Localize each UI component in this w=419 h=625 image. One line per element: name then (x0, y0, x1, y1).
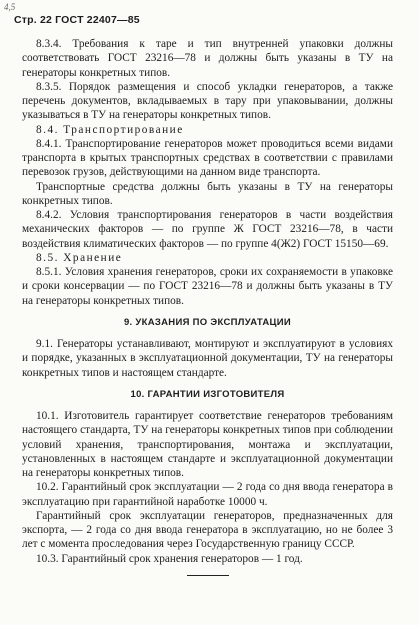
paragraph-export-warranty: Гарантийный срок эксплуатации генераторов, предназначенных для экспорта, — 2 года со дня ввода генератора в эксплуатацию, но не более 3 лет с момента проследования через Государственную границу СССР. (22, 509, 393, 551)
paragraph-8-4-2: 8.4.2. Условия транспортирования генераторов в части воздействия механических факторов — по группе Ж ГОСТ 23216—78, в части воздействия климатических факторов — по группе 4(Ж2) ГОСТ 15150—69. (22, 209, 393, 250)
end-rule (187, 575, 229, 576)
paragraph-10-2: 10.2. Гарантийный срок эксплуатации — 2 года со дня ввода генератора в эксплуатацию при гарантийной наработке 10000 ч. (22, 481, 393, 508)
paragraph-8-3-4: 8.3.4. Требования к таре и тип внутренней упаковки должны соответствовать ГОСТ 23216—78 и должны быть указаны в ТУ на генераторы конкретных типов. (22, 38, 393, 79)
handwritten-corner-mark: 4,5 (4, 2, 16, 12)
paragraph-8-3-5: 8.3.5. Порядок размещения и способ укладки генераторов, а также перечень документов, вкладываемых в тару при упаковывании, должны указываться в ТУ на генераторы конкретных типов. (22, 80, 393, 122)
paragraph-transport-vehicles: Транспортные средства должны быть указаны в ТУ на генераторы конкретных типов. (22, 180, 393, 207)
section-9-title: 9. УКАЗАНИЯ ПО ЭКСПЛУАТАЦИИ (123, 316, 292, 328)
paragraph-10-1: 10.1. Изготовитель гарантирует соответствие генераторов требованиям настоящего стандарта, ТУ на генераторы конкретных типов при соблюдении условий хранения, транспортирования, монтажа и эксплуатации, установленных в настоящем стандарте и эксплуатационной документации на генераторы конкретных типов. (22, 410, 393, 479)
paragraph-8-5-1: 8.5.1. Условия хранения генераторов, сроки их сохраняемости в упаковке и сроки консервации — по ГОСТ 23216—78 и должны быть указаны в ТУ на генераторы конкретных типов. (22, 266, 393, 307)
paragraph-8-4-1: 8.4.1. Транспортирование генераторов может проводиться всеми видами транспорта в крытых транспортных средствах в соответствии с правилами перевозок грузов, действующими на данном виде транспорта. (22, 137, 393, 179)
paragraph-10-3: 10.3. Гарантийный срок хранения генераторов — 1 год. (36, 552, 303, 565)
subheading-storage: 8.5. Хранение (36, 251, 123, 264)
paragraph-9-1: 9.1. Генераторы устанавливают, монтируют и эксплуатируют в условиях и порядке, указанных в эксплуатационной документации, ТУ на генераторы конкретных типов и настоящем стандарте. (22, 338, 393, 379)
subheading-transport: 8.4. Транспортирование (36, 123, 184, 136)
section-10-title: 10. ГАРАНТИИ ИЗГОТОВИТЕЛЯ (130, 388, 285, 400)
running-header: Стр. 22 ГОСТ 22407—85 (14, 14, 140, 26)
page-body (22, 37, 393, 576)
